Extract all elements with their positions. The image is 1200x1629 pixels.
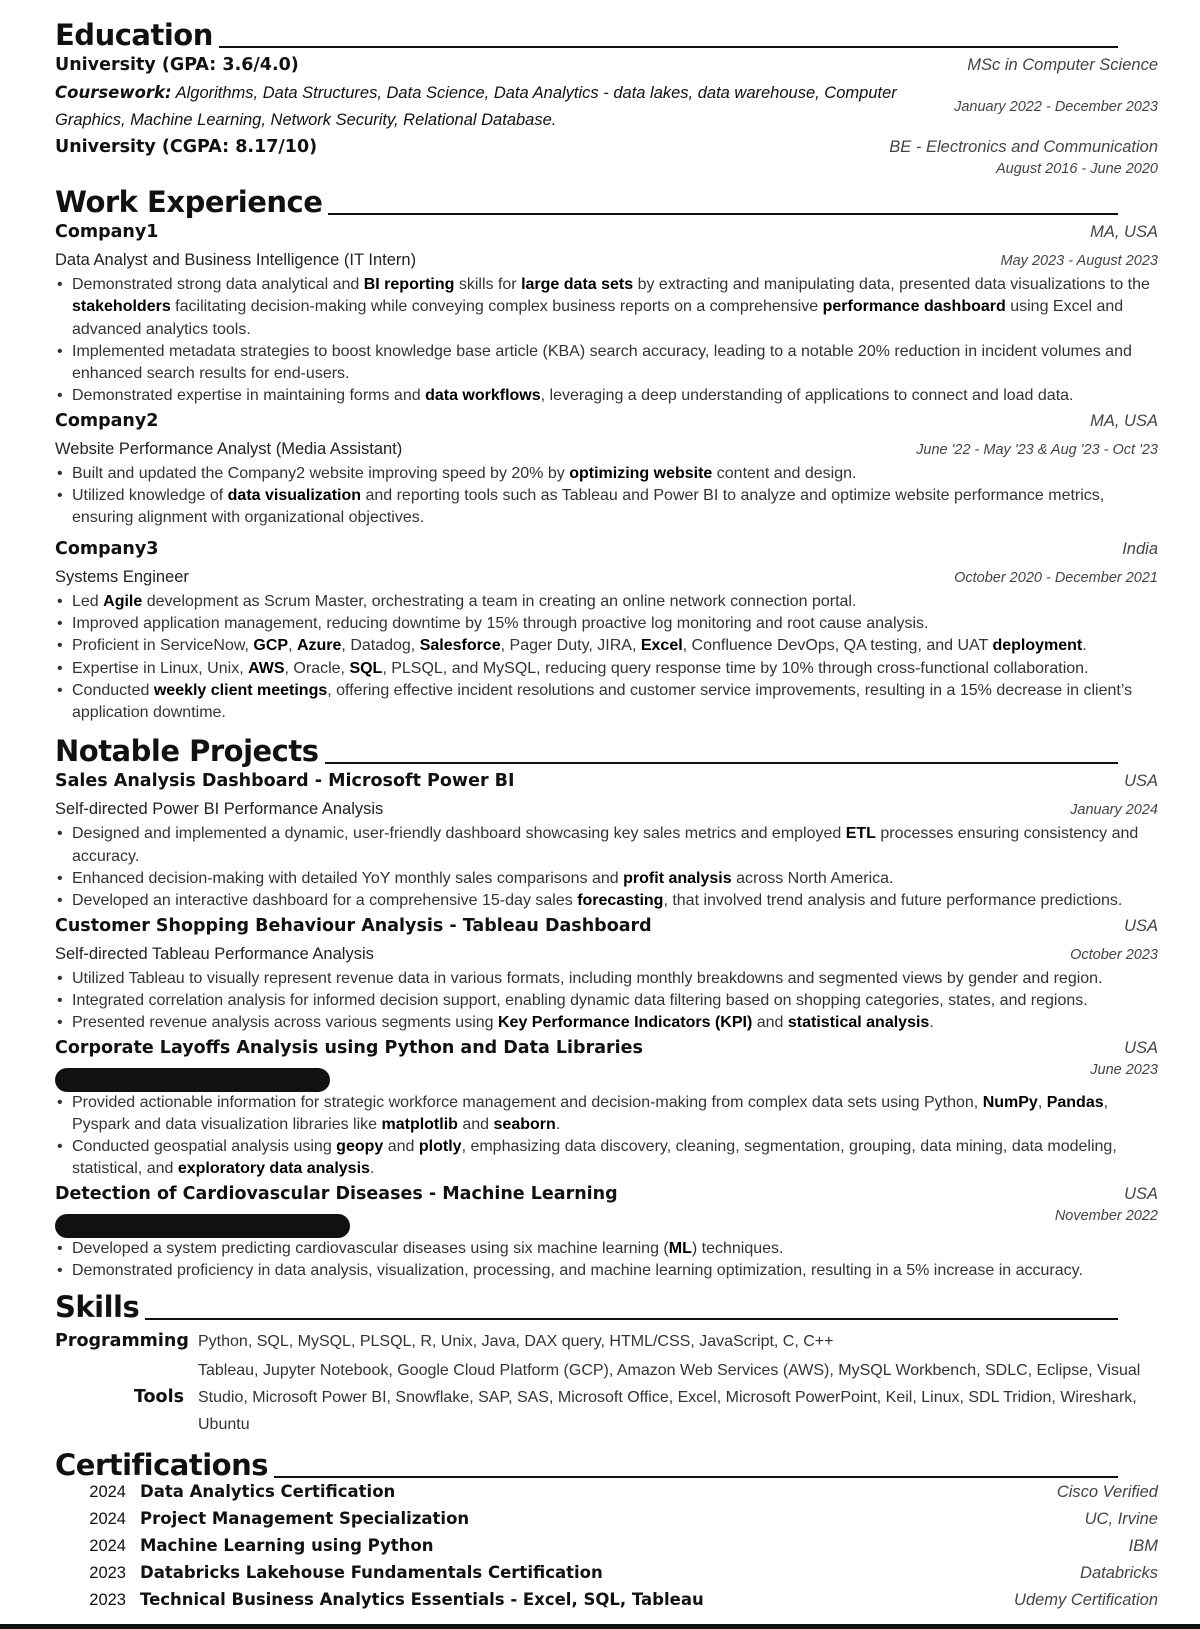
section-title: Certifications [55, 1448, 269, 1483]
cert-year: 2024 [89, 1537, 126, 1556]
cert-name: Project Management Specialization [140, 1509, 470, 1529]
resume-page [55, 14, 1158, 1617]
skill-value: Python, SQL, MySQL, PLSQL, R, Unix, Java, DAX query, HTML/CSS, JavaScript, C, C++ [198, 1333, 834, 1351]
job-role: Website Performance Analyst (Media Assistant) [55, 439, 403, 458]
skills-grid [55, 1328, 1158, 1438]
job-dates: June '22 - May '23 & Aug '23 - Oct '23 [916, 441, 1158, 458]
job-header [55, 219, 1158, 246]
bullet-item: • Conducted geospatial analysis using geopy and plotly, emphasizing data discovery, cleaning, segmentation, grouping, data mining, data modeling, statistical, and exploratory data analysis. [55, 1136, 1158, 1181]
section-rule [145, 1318, 1118, 1320]
project-entry [55, 768, 1158, 912]
project-location: USA [1124, 1184, 1158, 1203]
project-subheader [55, 1062, 1158, 1092]
job-subheader [55, 435, 1158, 463]
certification-row [55, 1509, 1158, 1536]
project-list [55, 768, 1158, 1282]
project-entry [55, 913, 1158, 1035]
job-location: India [1122, 539, 1158, 558]
coursework: Coursework: Algorithms, Data Structures, Data Science, Data Analytics - data lakes, data warehouse, Computer Graphics, Machine Learning, Network Security, Relational Database. [55, 83, 897, 129]
bullet-item: • Proficient in ServiceNow, GCP, Azure, Datadog, Salesforce, Pager Duty, JIRA, Excel, Confluence DevOps, QA testing, and UAT deployment. [55, 635, 1158, 657]
section-rule [274, 1476, 1118, 1478]
section-header [55, 1286, 1158, 1324]
bullet-list [55, 823, 1158, 912]
bullet-item: • Presented revenue analysis across various segments using Key Performance Indicators (KPI) and statistical analysis. [55, 1012, 1158, 1034]
degree: MSc in Computer Science [967, 56, 1158, 74]
job-header [55, 408, 1158, 435]
job-header [55, 536, 1158, 563]
degree: BE - Electronics and Communication [889, 138, 1158, 156]
job-role: Data Analyst and Business Intelligence (IT Intern) [55, 251, 417, 269]
cert-year: 2024 [89, 1483, 126, 1502]
bullet-item: • Conducted weekly client meetings, offering effective incident resolutions and customer service improvements, resulting in a 15% decrease in client’s application downtime. [55, 680, 1158, 725]
skill-label: Tools [133, 1387, 184, 1408]
project-subheader [55, 940, 1158, 968]
cert-year: 2023 [89, 1564, 126, 1583]
cert-issuer: IBM [1128, 1537, 1158, 1556]
bullet-item: • Developed a system predicting cardiovascular diseases using six machine learning (ML) techniques. [55, 1238, 1158, 1260]
project-header [55, 1035, 1158, 1062]
cert-name: Technical Business Analytics Essentials - Excel, SQL, Tableau [140, 1590, 704, 1610]
cert-name: Machine Learning using Python [140, 1536, 434, 1556]
job-location: MA, USA [1090, 411, 1158, 430]
cert-issuer: Cisco Verified [1056, 1483, 1158, 1502]
bullet-item: • Improved application management, reducing downtime by 15% through proactive log monitoring and root cause analysis. [55, 613, 1158, 635]
page-bottom-border [0, 1624, 1200, 1629]
bullet-item: • Demonstrated strong data analytical and BI reporting skills for large data sets by extracting and manipulating data, presented data visualizations to the stakeholders facilitating decision-making while conveying complex business reports on a comprehensive performance dashboard using Excel and advanced analytics tools. [55, 274, 1158, 341]
project-entry [55, 1181, 1158, 1283]
cert-year: 2024 [89, 1510, 126, 1529]
bullet-list [55, 1238, 1158, 1283]
cert-issuer: Databricks [1080, 1564, 1158, 1583]
job-dates: May 2023 - August 2023 [1000, 253, 1158, 269]
company-name: Company2 [55, 410, 159, 431]
project-location: USA [1124, 772, 1158, 791]
bullet-item: • Enhanced decision-making with detailed YoY monthly sales comparisons and profit analysis across North America. [55, 868, 1158, 890]
section-title: Skills [55, 1290, 140, 1325]
project-title: Customer Shopping Behaviour Analysis - Tableau Dashboard [55, 915, 652, 936]
redacted-text-bar [55, 1214, 350, 1238]
work-experience-section [55, 181, 1158, 724]
project-date: November 2022 [1054, 1207, 1158, 1224]
certification-row [55, 1482, 1158, 1509]
project-date: October 2023 [1070, 946, 1158, 963]
section-header [55, 181, 1158, 219]
education-dates: January 2022 - December 2023 [954, 98, 1158, 115]
section-title: Notable Projects [55, 734, 319, 769]
section-header [55, 730, 1158, 768]
project-location: USA [1124, 1038, 1158, 1057]
bullet-item: • Built and updated the Company2 website improving speed by 20% by optimizing website content and design. [55, 463, 1158, 485]
certification-row [55, 1536, 1158, 1563]
cert-name: Databricks Lakehouse Fundamentals Certification [140, 1563, 603, 1583]
cert-issuer: Udemy Certification [1014, 1591, 1158, 1610]
section-rule [325, 762, 1119, 764]
project-date: June 2023 [1090, 1061, 1158, 1078]
bullet-item: • Integrated correlation analysis for informed decision support, enabling dynamic data filtering based on shopping categories, states, and regions. [55, 990, 1158, 1012]
section-rule [328, 213, 1118, 215]
school-name: University (GPA: 3.6/4.0) [55, 55, 299, 75]
job-entry [55, 536, 1158, 725]
skill-label: Programming [55, 1331, 189, 1352]
bullet-item: • Demonstrated proficiency in data analysis, visualization, processing, and machine learning optimization, resulting in a 5% increase in accuracy. [55, 1260, 1158, 1282]
project-entry [55, 1035, 1158, 1181]
job-entry [55, 408, 1158, 530]
job-list [55, 219, 1158, 724]
company-name: Company1 [55, 222, 159, 242]
job-role: Systems Engineer [55, 567, 189, 586]
education-dates: August 2016 - June 2020 [995, 161, 1158, 177]
job-subheader [55, 246, 1158, 274]
bullet-item: • Expertise in Linux, Unix, AWS, Oracle, SQL, PLSQL, and MySQL, reducing query response time by 10% through cross-functional collaboration. [55, 658, 1158, 680]
certification-row [55, 1563, 1158, 1590]
project-header [55, 768, 1158, 795]
certification-list [55, 1482, 1158, 1617]
project-header [55, 913, 1158, 940]
section-title: Work Experience [55, 185, 323, 219]
education-section [55, 14, 1158, 181]
job-entry [55, 219, 1158, 408]
project-subheader [55, 795, 1158, 823]
bullet-list [55, 591, 1158, 725]
project-date: January 2024 [1070, 802, 1158, 819]
bullet-item: • Provided actionable information for strategic workforce management and decision-making from complex data sets using Python, NumPy, Pandas, Pyspark and data visualization libraries like matplotlib and seaborn. [55, 1092, 1158, 1137]
bullet-item: • Led Agile development as Scrum Master, orchestrating a team in creating an online network connection portal. [55, 591, 1158, 613]
project-location: USA [1124, 916, 1158, 935]
bullet-list [55, 463, 1158, 530]
cert-issuer: UC, Irvine [1084, 1510, 1158, 1529]
bullet-item: • Implemented metadata strategies to boost knowledge base article (KBA) search accuracy, leading to a notable 20% reduction in incident volumes and enhanced search results for end-users. [55, 341, 1158, 386]
job-dates: October 2020 - December 2021 [954, 569, 1158, 586]
section-header [55, 1444, 1158, 1482]
section-rule [219, 46, 1118, 48]
job-subheader [55, 563, 1158, 591]
bullet-item: • Demonstrated expertise in maintaining forms and data workflows, leveraging a deep understanding of applications to connect and load data. [55, 385, 1158, 407]
project-subtitle: Self-directed Tableau Performance Analysis [55, 944, 374, 963]
cert-year: 2023 [89, 1591, 126, 1610]
certification-row [55, 1590, 1158, 1617]
project-subheader [55, 1208, 1158, 1238]
project-subtitle: Self-directed Power BI Performance Analysis [55, 800, 384, 819]
section-title: Education [55, 18, 213, 52]
project-title: Sales Analysis Dashboard - Microsoft Power BI [55, 771, 515, 792]
skills-section [55, 1286, 1158, 1438]
project-header [55, 1181, 1158, 1208]
project-title: Corporate Layoffs Analysis using Python and Data Libraries [55, 1037, 643, 1058]
bullet-list [55, 968, 1158, 1035]
skill-value: Tableau, Jupyter Notebook, Google Cloud Platform (GCP), Amazon Web Services (AWS), MySQL Workbench, SDLC, Eclipse, Visual Studio, Microsoft Power BI, Snowflake, SAP, SAS, Microsoft Office, Excel, Microsoft PowerPoint, Keil, Linux, SDL Tridion, Wireshark, Ubuntu [198, 1362, 1141, 1434]
company-name: Company3 [55, 538, 159, 559]
projects-section [55, 730, 1158, 1282]
bullet-item: • Utilized knowledge of data visualization and reporting tools such as Tableau and Power BI to analyze and optimize website performance metrics, ensuring alignment with organizational objectives. [55, 485, 1158, 530]
job-location: MA, USA [1090, 223, 1158, 241]
bullet-item: • Designed and implemented a dynamic, user-friendly dashboard showcasing key sales metrics and employed ETL processes ensuring consistency and accuracy. [55, 823, 1158, 868]
redacted-text-bar [55, 1068, 330, 1092]
bullet-list [55, 1092, 1158, 1181]
certifications-section [55, 1444, 1158, 1617]
bullet-item: • Utilized Tableau to visually represent revenue data in various formats, including monthly breakdowns and segmented views by gender and region. [55, 968, 1158, 990]
cert-name: Data Analytics Certification [140, 1482, 396, 1502]
bullet-list [55, 274, 1158, 408]
project-title: Detection of Cardiovascular Diseases - Machine Learning [55, 1183, 618, 1204]
section-header [55, 14, 1158, 52]
school-name: University (CGPA: 8.17/10) [55, 137, 318, 157]
bullet-item: • Developed an interactive dashboard for a comprehensive 15-day sales forecasting, that involved trend analysis and future performance predictions. [55, 890, 1158, 912]
